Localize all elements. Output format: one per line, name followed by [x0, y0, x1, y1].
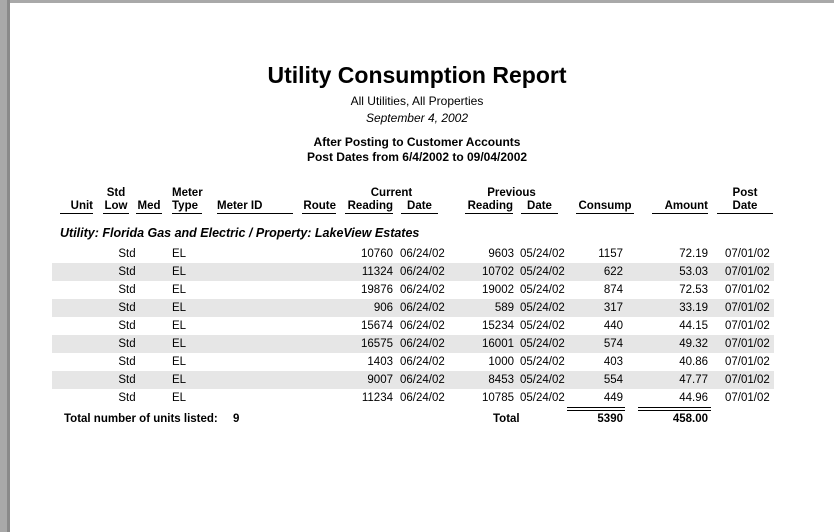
cell-consump: 622	[603, 266, 623, 278]
cell-current-date: 06/24/02	[400, 284, 445, 296]
cell-previous-date: 05/24/02	[520, 302, 565, 314]
cell-post-date: 07/01/02	[725, 356, 770, 368]
cell-previous-date: 05/24/02	[520, 284, 565, 296]
cell-amount: 72.19	[679, 248, 708, 260]
cell-consump: 440	[603, 320, 623, 332]
header-post-date: Date	[717, 200, 773, 214]
units-total-label: Total number of units listed:	[64, 413, 218, 425]
header-meter: Meter	[172, 187, 203, 199]
header-current: Current	[370, 187, 413, 199]
cell-previous-date: 05/24/02	[520, 374, 565, 386]
cell-amount: 40.86	[679, 356, 708, 368]
cell-consump: 574	[603, 338, 623, 350]
table-row	[52, 335, 774, 353]
cell-previous-reading: 10702	[482, 266, 514, 278]
cell-previous-reading: 16001	[482, 338, 514, 350]
cell-consump: 874	[603, 284, 623, 296]
table-row	[52, 389, 774, 407]
header-route: Route	[303, 200, 336, 212]
cell-previous-date: 05/24/02	[520, 338, 565, 350]
cell-amount: 49.32	[679, 338, 708, 350]
amount-double-rule	[638, 407, 711, 411]
cell-current-reading: 1403	[367, 356, 393, 368]
header-previous-date: Date	[521, 200, 558, 214]
cell-previous-reading: 589	[494, 302, 514, 314]
cell-amount: 33.19	[679, 302, 708, 314]
cell-post-date: 07/01/02	[725, 320, 770, 332]
cell-std: Std	[118, 248, 136, 260]
cell-std: Std	[118, 320, 136, 332]
cell-current-reading: 16575	[361, 338, 393, 350]
table-row	[52, 245, 774, 263]
table-row	[52, 263, 774, 281]
cell-previous-date: 05/24/02	[520, 320, 565, 332]
cell-amount: 72.53	[679, 284, 708, 296]
header-meter-id: Meter ID	[217, 200, 293, 214]
header-unit: Unit	[60, 200, 93, 214]
cell-amount: 44.96	[679, 392, 708, 404]
cell-current-date: 06/24/02	[400, 320, 445, 332]
cell-amount: 53.03	[679, 266, 708, 278]
cell-previous-reading: 15234	[482, 320, 514, 332]
amount-total: 458.00	[672, 413, 708, 425]
header-low: Low	[104, 200, 128, 212]
cell-std: Std	[118, 302, 136, 314]
cell-previous-reading: 19002	[482, 284, 514, 296]
cell-current-date: 06/24/02	[400, 266, 445, 278]
cell-std: Std	[118, 392, 136, 404]
cell-current-reading: 906	[373, 302, 393, 314]
cell-consump: 403	[603, 356, 623, 368]
cell-post-date: 07/01/02	[725, 338, 770, 350]
cell-std: Std	[118, 338, 136, 350]
cell-current-reading: 15674	[361, 320, 393, 332]
consump-total: 5390	[597, 413, 623, 425]
cell-post-date: 07/01/02	[725, 248, 770, 260]
consump-double-rule	[567, 407, 625, 411]
cell-consump: 1157	[598, 248, 623, 260]
cell-current-date: 06/24/02	[400, 302, 445, 314]
cell-current-date: 06/24/02	[400, 374, 445, 386]
cell-current-date: 06/24/02	[400, 248, 445, 260]
group-label: Utility: Florida Gas and Electric / Property: LakeView Estates	[60, 226, 420, 240]
table-row	[52, 353, 774, 371]
report-date: September 4, 2002	[365, 111, 469, 125]
cell-current-date: 06/24/02	[400, 338, 445, 350]
cell-std: Std	[118, 356, 136, 368]
cell-post-date: 07/01/02	[725, 302, 770, 314]
cell-previous-date: 05/24/02	[520, 392, 565, 404]
header-post: Post	[732, 187, 758, 199]
report-subtitle: All Utilities, All Properties	[350, 94, 484, 108]
cell-std: Std	[118, 374, 136, 386]
table-row	[52, 299, 774, 317]
table-row	[52, 317, 774, 335]
cell-post-date: 07/01/02	[725, 392, 770, 404]
cell-post-date: 07/01/02	[725, 284, 770, 296]
table-row	[52, 371, 774, 389]
header-previous-reading: Reading	[465, 200, 513, 214]
cell-current-date: 06/24/02	[400, 392, 445, 404]
cell-amount: 44.15	[679, 320, 708, 332]
cell-meter-type: EL	[172, 338, 187, 350]
cell-meter-type: EL	[172, 248, 187, 260]
post-date-range: Post Dates from 6/4/2002 to 09/04/2002	[306, 150, 528, 164]
cell-previous-reading: 8453	[488, 374, 514, 386]
units-total-count: 9	[233, 413, 240, 425]
cell-current-reading: 10760	[361, 248, 393, 260]
cell-previous-date: 05/24/02	[520, 356, 565, 368]
table-row	[52, 281, 774, 299]
header-std: Std	[106, 187, 126, 199]
cell-consump: 317	[603, 302, 623, 314]
cell-meter-type: EL	[172, 356, 187, 368]
cell-meter-type: EL	[172, 392, 187, 404]
cell-amount: 47.77	[679, 374, 708, 386]
posting-description: After Posting to Customer Accounts	[313, 135, 521, 149]
header-consump: Consump	[576, 200, 634, 214]
header-current-date: Date	[401, 200, 438, 214]
header-med: Med	[137, 200, 161, 212]
cell-previous-date: 05/24/02	[520, 248, 565, 260]
cell-current-date: 06/24/02	[400, 356, 445, 368]
cell-current-reading: 19876	[361, 284, 393, 296]
cell-meter-type: EL	[172, 302, 187, 314]
header-current-reading: Reading	[345, 200, 393, 214]
cell-meter-type: EL	[172, 374, 187, 386]
cell-previous-reading: 1000	[488, 356, 514, 368]
header-amount: Amount	[652, 200, 708, 214]
header-previous: Previous	[487, 187, 536, 199]
cell-consump: 449	[603, 392, 623, 404]
cell-current-reading: 11324	[361, 266, 393, 278]
cell-previous-date: 05/24/02	[520, 266, 565, 278]
report-title: Utility Consumption Report	[267, 62, 567, 88]
cell-post-date: 07/01/02	[725, 374, 770, 386]
cell-meter-type: EL	[172, 284, 187, 296]
cell-std: Std	[118, 284, 136, 296]
cell-consump: 554	[603, 374, 623, 386]
cell-current-reading: 11234	[361, 392, 393, 404]
cell-current-reading: 9007	[367, 374, 393, 386]
cell-meter-type: EL	[172, 266, 187, 278]
total-label: Total	[493, 413, 520, 425]
cell-meter-type: EL	[172, 320, 187, 332]
cell-previous-reading: 10785	[482, 392, 514, 404]
cell-std: Std	[118, 266, 136, 278]
cell-post-date: 07/01/02	[725, 266, 770, 278]
header-type: Type	[172, 200, 202, 214]
cell-previous-reading: 9603	[488, 248, 514, 260]
